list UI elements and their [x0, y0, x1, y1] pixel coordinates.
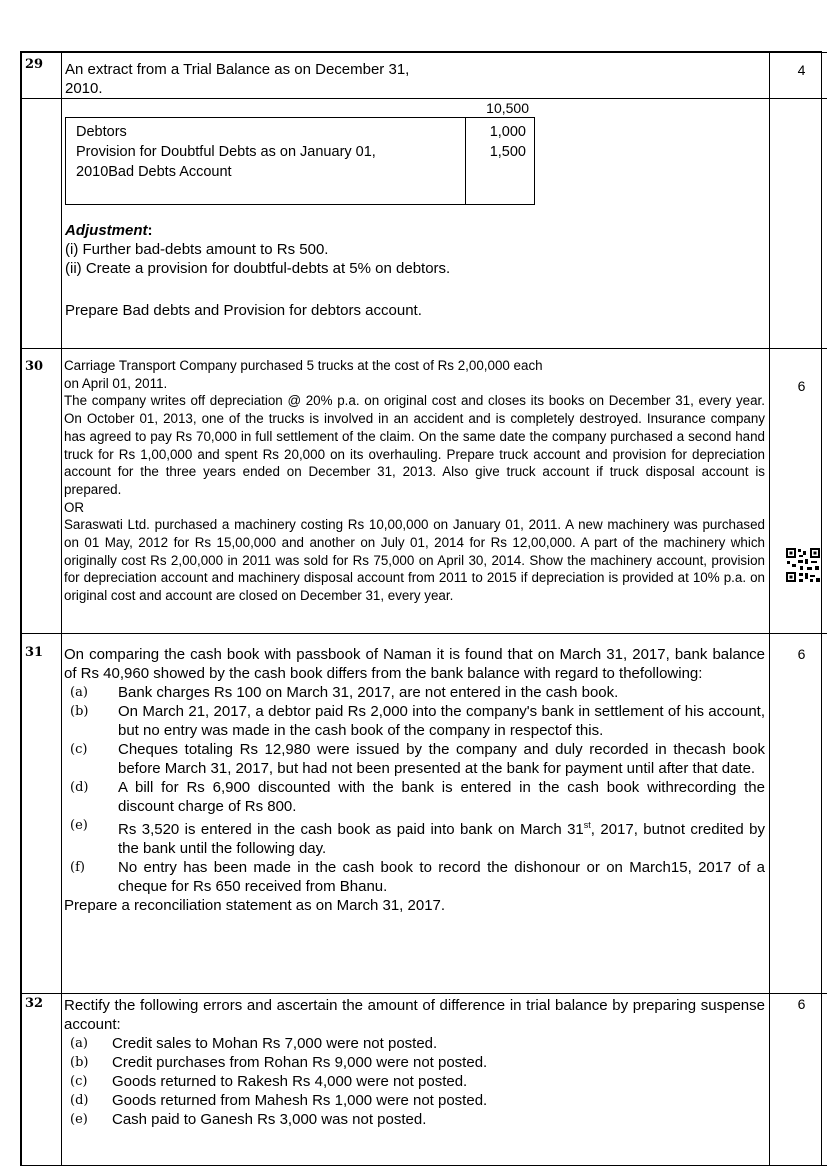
- adjustment-item-2: [65, 259, 769, 278]
- list-item-label: (c): [70, 742, 88, 757]
- list-item-label: (d): [70, 780, 89, 795]
- trial-balance-amount-1: 1,000: [489, 124, 526, 140]
- q30-line2: on April 01, 2011.: [64, 375, 168, 391]
- question-paper-page: [20, 51, 822, 1166]
- list-item-label: (e): [70, 818, 88, 833]
- list-item-text: On March 21, 2017, a debtor paid Rs 2,000 into the company's bank in settlement of his account, but no entry was made in the cash book of the company in respectof this.: [118, 703, 765, 739]
- list-item-label: (a): [70, 1036, 88, 1051]
- list-item: [64, 1034, 765, 1053]
- adjustment-item-1-text: Further bad-debts amount to Rs 500.: [78, 241, 329, 258]
- q30-line1: Carriage Transport Company purchased 5 trucks at the cost of Rs 2,00,000 each: [64, 358, 543, 373]
- question-29-marks-spacer: [770, 99, 827, 349]
- list-item: [64, 1053, 765, 1072]
- question-29-body: [62, 99, 770, 349]
- question-29-body-row: [22, 99, 827, 349]
- list-item-text: Cash paid to Ganesh Rs 3,000 was not posted.: [112, 1111, 427, 1128]
- questions-table: [21, 52, 827, 1166]
- question-number: 32: [22, 994, 62, 1166]
- adjustment-colon: :: [147, 222, 153, 239]
- trial-balance-provision: Provision for Doubtful Debts as on January 01,: [76, 144, 376, 160]
- list-item: [64, 816, 765, 858]
- question-29-marks: 4: [770, 53, 827, 99]
- question-31-row: [22, 634, 827, 994]
- q32-intro: Rectify the following errors and ascertain the amount of difference in trial balance by preparing suspense account:: [64, 997, 765, 1033]
- question-30-row: [22, 349, 827, 634]
- trial-balance-amount-2: 1,500: [489, 144, 526, 160]
- trial-balance-bad-debts: 2010Bad Debts Account: [76, 164, 232, 180]
- list-item: [64, 858, 765, 896]
- list-item: [64, 1072, 765, 1091]
- adjustment-item-1-label: (i): [65, 241, 79, 258]
- question-30-marks: 6: [797, 378, 806, 394]
- question-31-marks: 6: [770, 634, 827, 994]
- question-29-intro: [62, 53, 770, 99]
- q29-intro-line2: 2010.: [65, 80, 103, 97]
- list-item-text: Rs 3,520 is entered in the cash book as paid into bank on March 31st, 2017, butnot credited by the bank until the following day.: [118, 820, 765, 857]
- list-item-text: Credit purchases from Rohan Rs 9,000 were not posted.: [112, 1054, 488, 1071]
- list-item: [64, 778, 765, 816]
- list-item-text: Bank charges Rs 100 on March 31, 2017, are not entered in the cash book.: [118, 684, 619, 701]
- q29-intro-line1: An extract from a Trial Balance as on December 31,: [65, 61, 410, 78]
- list-item-label: (f): [70, 860, 85, 875]
- q30-paragraph-1: The company writes off depreciation @ 20% p.a. on original cost and closes its books on December 31, every year. On October 01, 2013, one of the trucks is involved in an accident and is completely destroyed. Insurance company has agreed to pay Rs 70,000 in full settlement of the claim. On the same date the company purchased a second hand truck for Rs 1,00,000 and spent Rs 20,000 on its overhauling. Prepare truck account and provision for depreciation account for the three years ended on December 31, 2013. Also give truck account if truck disposal account is prepared.: [64, 393, 765, 497]
- list-item-label: (b): [70, 704, 89, 719]
- adjustment-item-1: [65, 240, 769, 259]
- qr-code-icon: [785, 547, 821, 583]
- list-item-label: (a): [70, 685, 88, 700]
- question-number: 31: [22, 634, 62, 994]
- list-item: [64, 740, 765, 778]
- list-item-text: No entry has been made in the cash book to record the dishonour or on March15, 2017 of a cheque for Rs 650 received from Bhanu.: [118, 859, 765, 895]
- question-30-body: [62, 349, 770, 634]
- q32-item-list: [64, 1034, 765, 1129]
- list-item-text: Goods returned to Rakesh Rs 4,000 were not posted.: [112, 1073, 468, 1090]
- q31-task: Prepare a reconciliation statement as on March 31, 2017.: [64, 897, 446, 914]
- trial-balance-debtors: Debtors: [76, 124, 127, 140]
- question-32-marks: 6: [770, 994, 827, 1166]
- list-item-text: Credit sales to Mohan Rs 7,000 were not posted.: [112, 1035, 438, 1052]
- list-item-label: (e): [70, 1112, 88, 1127]
- list-item: [64, 1110, 765, 1129]
- list-item: [64, 702, 765, 740]
- list-item-label: (c): [70, 1074, 88, 1089]
- list-item: [64, 683, 765, 702]
- adjustment-item-2-text: Create a provision for doubtful-debts at 5% on debtors.: [81, 260, 451, 277]
- question-32-body: [62, 994, 770, 1166]
- adjustment-item-2-label: (ii): [65, 260, 82, 277]
- question-29-number-spacer: [22, 99, 62, 349]
- trial-balance-extract: [65, 99, 769, 205]
- trial-balance-particulars-box: [65, 117, 466, 205]
- question-32-row: [22, 994, 827, 1166]
- adjustment-heading: Adjustment: [65, 222, 148, 239]
- trial-balance-total: 10,500: [486, 100, 529, 116]
- question-30-marks-cell: [770, 349, 827, 634]
- question-number: 29: [22, 53, 62, 99]
- question-29-task: Prepare Bad debts and Provision for debtors account.: [65, 302, 422, 319]
- question-number: 30: [22, 349, 62, 634]
- q30-or: OR: [64, 499, 85, 515]
- q30-paragraph-2: Saraswati Ltd. purchased a machinery costing Rs 10,00,000 on January 01, 2011. A new machinery was purchased on 01 May, 2012 for Rs 15,00,000 and another on July 01, 2014 for Rs 12,00,000. A part of the machinery which originally cost Rs 2,00,000 in 2011 was sold for Rs 75,000 on April 30, 2014. Show the machinery account, provision for depreciation account and machinery disposal account from 2011 to 2015 if depreciation is provided at 10% p.a. on original cost and account are closed on December 31, every year.: [64, 517, 765, 604]
- question-29-header-row: [22, 53, 827, 99]
- list-item-text: A bill for Rs 6,900 discounted with the bank is entered in the cash book withrecording the discount charge of Rs 800.: [118, 779, 765, 815]
- list-item-text: Cheques totaling Rs 12,980 were issued by the company and duly recorded in thecash book before March 31, 2017, but had not been presented at the bank for payment until after that date.: [118, 741, 765, 777]
- list-item-label: (b): [70, 1055, 89, 1070]
- trial-balance-amount-box: [465, 117, 535, 205]
- q31-intro: On comparing the cash book with passbook of Naman it is found that on March 31, 2017, bank balance of Rs 40,960 showed by the cash book differs from the bank balance with regard to thefollowing:: [64, 646, 765, 682]
- list-item: [64, 1091, 765, 1110]
- adjustments-block: [65, 221, 769, 278]
- q31-item-list: [64, 683, 765, 896]
- list-item-text: Goods returned from Mahesh Rs 1,000 were not posted.: [112, 1092, 488, 1109]
- question-31-body: [62, 634, 770, 994]
- list-item-label: (d): [70, 1093, 89, 1108]
